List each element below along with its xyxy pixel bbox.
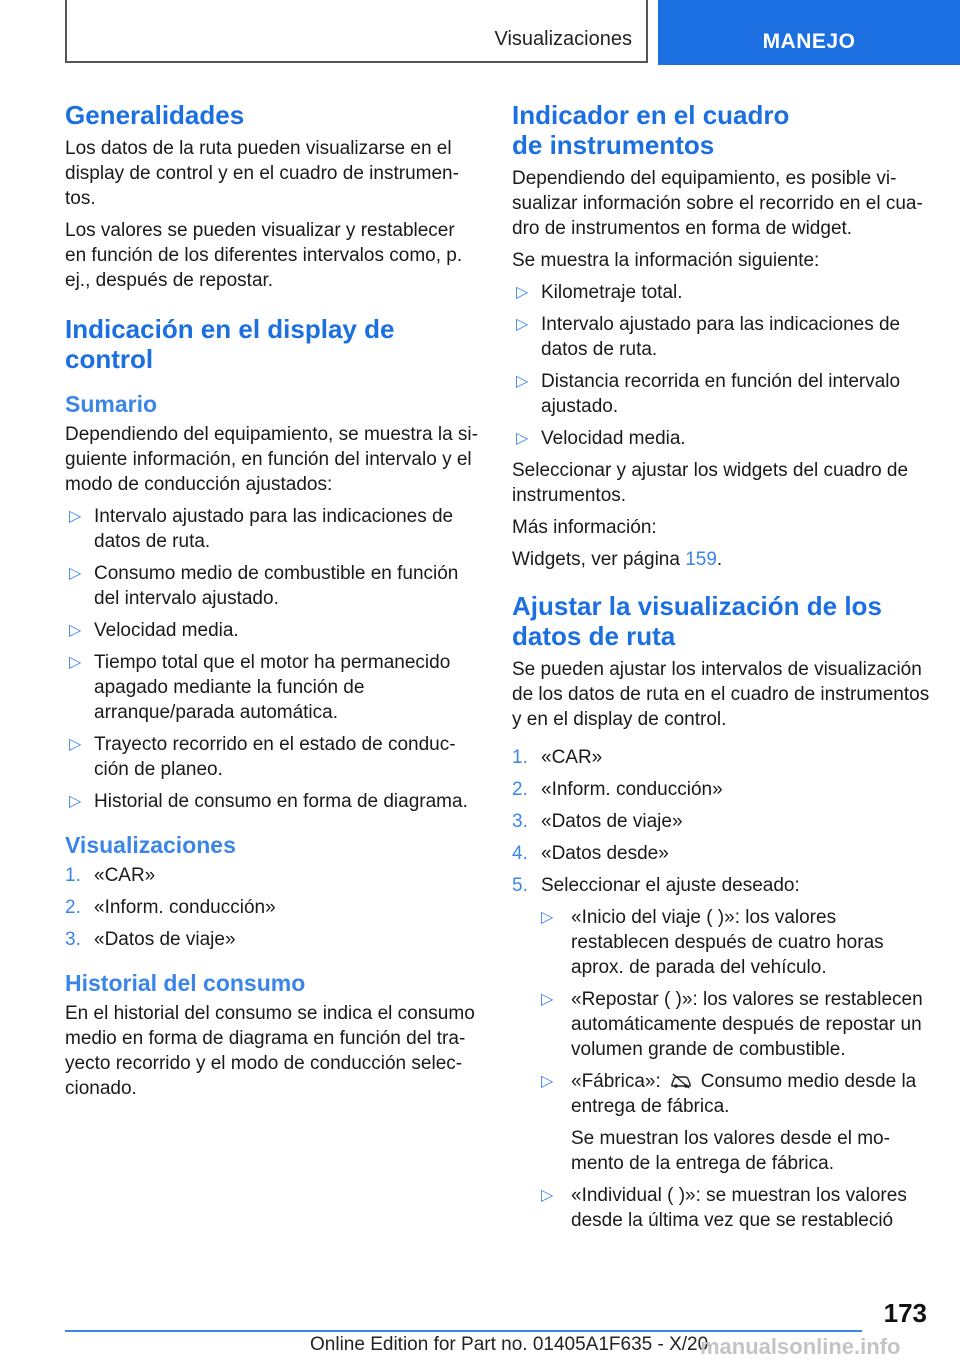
paragraph: Los datos de la ruta pueden visualizarse en el display de control y en el cuadro de instrumentos.	[65, 138, 459, 209]
footer-rule	[65, 1330, 862, 1332]
triangle-right-icon: ▷	[541, 1073, 554, 1090]
heading-visualizaciones: Visualizaciones	[65, 832, 236, 858]
heading-ajustar: Ajustar la visualización de los datos de ruta	[512, 591, 882, 651]
step-item: 5. Seleccionar el ajuste deseado: ▷ «Inicio del viaje ( )»: los valores restablecen después de cuatro horas aprox. de parada del vehículo. ▷ «Repostar ( )»: los valores se restablecen automáticamente después de repostar un volumen grande de combustible. ▷ «Fábrica»: Consumo medio desde la entrega de fábrica. Se muestran los valores desde el momento de la entrega de fábrica. ▷ «Individual ( )»: se muestran los valores desde la última vez que se restableció	[512, 873, 930, 1233]
car-slashed-icon	[669, 1071, 693, 1087]
header-frame	[65, 0, 648, 63]
page-number: 173	[883, 1298, 927, 1328]
setting-options	[541, 905, 930, 1233]
step-item: 1. «CAR»	[512, 747, 603, 768]
paragraph: Se muestra la información siguiente:	[512, 250, 820, 271]
triangle-right-icon: ▷	[516, 430, 529, 447]
step-item: 1. «CAR»	[65, 865, 156, 886]
triangle-right-icon: ▷	[516, 373, 529, 390]
triangle-right-icon: ▷	[69, 622, 82, 639]
heading-historial: Historial del consumo	[65, 970, 306, 996]
list-item: ▷ Velocidad media.	[69, 620, 239, 641]
paragraph: En el historial del consumo se indica el consumo medio en forma de diagrama en función del trayecto recorrido y el modo de conducción seleccionado.	[65, 1003, 475, 1099]
triangle-right-icon: ▷	[69, 508, 82, 525]
triangle-right-icon: ▷	[516, 284, 529, 301]
footer-edition: Online Edition for Part no. 01405A1F635 - X/20	[310, 1334, 709, 1355]
list-item: ▷ Kilometraje total.	[516, 282, 683, 303]
list-item: ▷ Consumo medio de combustible en función del intervalo ajustado.	[69, 563, 459, 609]
sumario-list	[65, 504, 479, 814]
list-item: ▷ Trayecto recorrido en el estado de conducción de planeo.	[69, 734, 456, 780]
paragraph: Dependiendo del equipamiento, se muestra la siguiente información, en función del intervalo y el modo de conducción ajustados:	[65, 424, 478, 495]
triangle-right-icon: ▷	[541, 1187, 554, 1204]
right-column	[512, 100, 930, 1240]
list-item: ▷ Velocidad media.	[516, 428, 686, 449]
list-item: ▷ Tiempo total que el motor ha permanecido apagado mediante la función de arranque/parada automática.	[69, 652, 451, 723]
list-item: ▷ «Repostar ( )»: los valores se restablecen automáticamente después de repostar un volumen grande de combustible.	[541, 989, 923, 1060]
list-item: ▷ Intervalo ajustado para las indicaciones de datos de ruta.	[516, 314, 901, 360]
triangle-right-icon: ▷	[69, 565, 82, 582]
paragraph: Más información:	[512, 517, 657, 538]
heading-sumario: Sumario	[65, 391, 158, 417]
paragraph: Se pueden ajustar los intervalos de visualización de los datos de ruta en el cuadro de instrumentos y en el display de control.	[512, 659, 930, 730]
triangle-right-icon: ▷	[69, 654, 82, 671]
paragraph: Se muestran los valores desde el momento de la entrega de fábrica.	[571, 1128, 890, 1174]
heading-generalidades: Generalidades	[65, 100, 245, 130]
step-item: 3. «Datos de viaje»	[65, 929, 236, 950]
list-item: ▷ Distancia recorrida en función del intervalo ajustado.	[516, 371, 901, 417]
paragraph-widgets-ref: Widgets, ver página 159.	[512, 549, 723, 570]
list-item: ▷ Intervalo ajustado para las indicaciones de datos de ruta.	[69, 506, 454, 552]
triangle-right-icon: ▷	[516, 316, 529, 333]
heading-indicacion: Indicación en el display de control	[65, 314, 395, 374]
triangle-right-icon: ▷	[69, 736, 82, 753]
list-item: ▷ «Individual ( )»: se muestran los valores desde la última vez que se restableció	[541, 1185, 907, 1231]
triangle-right-icon: ▷	[541, 991, 554, 1008]
step-item: 2. «Inform. conducción»	[512, 779, 723, 800]
list-item: ▷ Historial de consumo en forma de diagrama.	[69, 791, 468, 812]
triangle-right-icon: ▷	[69, 793, 82, 810]
list-item: ▷ «Fábrica»: Consumo medio desde la entrega de fábrica. Se muestran los valores desde el momento de la entrega de fábrica.	[541, 1069, 930, 1176]
step-item: 3. «Datos de viaje»	[512, 811, 683, 832]
indicador-list	[512, 280, 930, 451]
page-link[interactable]: 159	[685, 549, 717, 570]
ajustar-steps	[512, 745, 930, 1233]
chapter-tab: MANEJO	[658, 0, 960, 65]
step-item: 2. «Inform. conducción»	[65, 897, 276, 918]
paragraph: Los valores se pueden visualizar y restablecer en función de los diferentes intervalos como, p. ej., después de repostar.	[65, 220, 463, 291]
left-column	[65, 100, 479, 1108]
section-title: Visualizaciones	[494, 28, 632, 50]
triangle-right-icon: ▷	[541, 909, 554, 926]
visualizaciones-steps	[65, 863, 479, 952]
paragraph: Dependiendo del equipamiento, es posible visualizar información sobre el recorrido en el cuadro de instrumentos en forma de widget.	[512, 168, 923, 239]
paragraph: Seleccionar y ajustar los widgets del cuadro de instrumentos.	[512, 460, 909, 506]
heading-indicador: Indicador en el cuadro de instrumentos	[512, 100, 790, 160]
list-item: ▷ «Inicio del viaje ( )»: los valores restablecen después de cuatro horas aprox. de parada del vehículo.	[541, 907, 884, 978]
watermark: manualsonline.info	[700, 1334, 901, 1359]
step-item: 4. «Datos desde»	[512, 843, 669, 864]
